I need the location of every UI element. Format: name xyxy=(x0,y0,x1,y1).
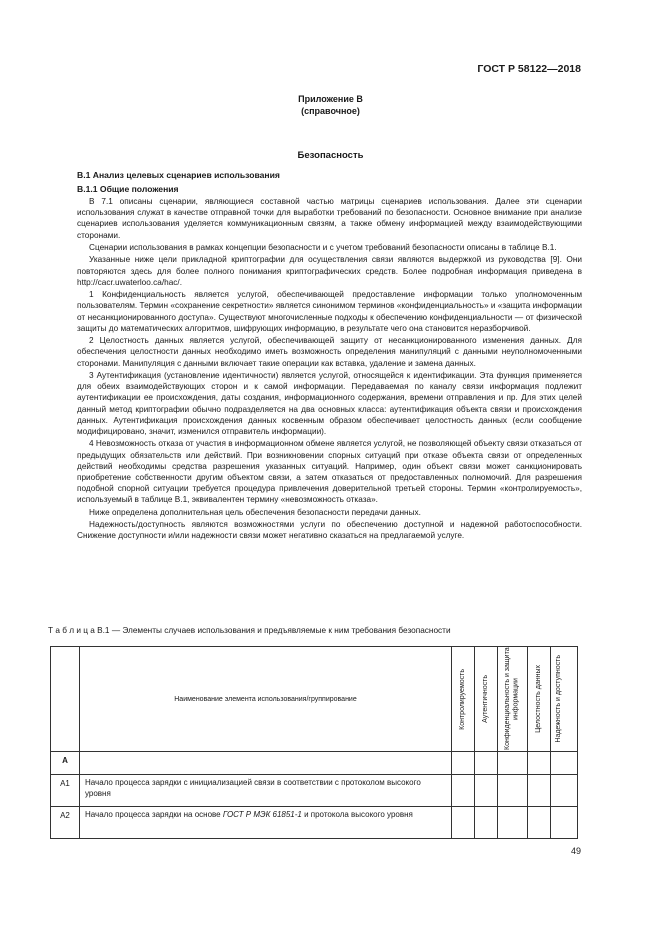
table-header-col xyxy=(452,647,475,752)
page-number: 49 xyxy=(570,846,581,856)
table-group-row xyxy=(51,752,578,775)
paragraph: 4 Невозможность отказа от участия в информационном обмене является услугой, не позволяющей объекту связи отказаться от предыдущих обязательств или действий. При возникновении спорных ситуаций при отказе объекта связи от определенных действий необходимы средства разрешения указанных ситуаций. Например, один объект связи может санкционировать приобретение собственности другим объектом связи, а затем отказаться от предоставленных полномочий. Для разрешения подобной спорной ситуации требуется процедура привлечения доверительной третьей стороны. Термин «контролируемость», используемый в таблице В.1, эквивалентен термину «невозможность отказа». xyxy=(77,439,582,505)
appendix-heading xyxy=(0,93,661,117)
table-header-col xyxy=(528,647,551,752)
standard-id: ГОСТ Р 58122—2018 xyxy=(477,63,581,75)
table-header-row xyxy=(51,647,578,752)
table-row xyxy=(51,775,578,807)
paragraph: В 7.1 описаны сценарии, являющиеся составной частью матрицы сценариев использования. Далее эти сценарии использования служат в качестве отправной точки для выработки требований по безопасности. Основное внимание при анализе сценариев использования уделяется коммуникационным связям, а также обмену информацией между взаимодействующими сторонами. xyxy=(77,197,582,240)
section-title: Безопасность xyxy=(297,150,364,161)
paragraph: 2 Целостность данных является услугой, обеспечивающей защиту от несанкционированного изменения данных. Для обеспечения целостности данных необходимо иметь возможность определения манипуляций с данными неуполномоченными сторонами. Манипуляция с данными включает такие операции как вставка, удаление и замена данных. xyxy=(77,336,582,368)
column-label: Конфиденциальность и защита информации xyxy=(503,647,519,751)
row-description: Начало процесса зарядки на основе ГОСТ Р МЭК 61851-1 и протокола высокого уровня xyxy=(80,807,452,839)
paragraph: 1 Конфиденциальность является услугой, обеспечивающей предоставление информации только уполномоченным пользователям. Термин «сохранение секретности» является синонимом терминов «конфиденциальность» и «защита информации от несанкционированного доступа». Существуют многочисленные подходы к обеспечению конфиденциальности — от физической защиты до математических алгоритмов, шифрующих информацию, в результате чего она становится неразборчивой. xyxy=(77,290,582,333)
column-label: Аутентичность xyxy=(481,675,489,723)
heading-2: В.1.1 Общие положения xyxy=(77,184,179,194)
standard-reference: ГОСТ Р МЭК 61851-1 xyxy=(222,810,302,819)
table-caption-text: В.1 — Элементы случаев использования и предъявляемые к ним требования безопасности xyxy=(97,626,451,635)
table-row xyxy=(51,807,578,839)
paragraph: 3 Аутентификация (установление идентичности) является услугой, относящейся к идентификации. Эта функция применяется для обеих взаимодействующих сторон и к самой информации. Передаваемая по каналу связи информация подлежит аутентификации ее происхождения, даты создания, информационного содержания, времени отправления и пр. Для этих целей данный метод криптографии обычно подразделяется на два основных класса: аутентификация объекта связи и происхождения данных. Аутентификация происхождения данных косвенным образом обеспечивает целостность данных (если сообщение модифицировано, значит, изменился отправитель информации). xyxy=(77,370,582,436)
paragraph: Надежность/доступность являются возможностями услуги по обеспечению доступной и надежной работоспособности. Снижение доступности и/или надежности связи может негативно сказаться на предлагаемой услуге. xyxy=(77,520,582,541)
appendix-subtitle: (справочное) xyxy=(301,106,360,116)
column-label: Целостность данных xyxy=(534,665,542,733)
column-label: Контролируемость xyxy=(458,668,466,730)
table-header-col xyxy=(551,647,578,752)
table-header-name: Наименование элемента использования/группирование xyxy=(80,647,452,752)
requirements-table xyxy=(50,646,578,839)
table-header-code xyxy=(51,647,80,752)
heading-1: В.1 Анализ целевых сценариев использования xyxy=(77,170,280,180)
row-code: А2 xyxy=(51,807,80,839)
table-header-col xyxy=(498,647,528,752)
table-caption xyxy=(48,626,451,635)
row-description: Начало процесса зарядки с инициализацией связи в соответствии с протоколом высокого уровня xyxy=(80,775,452,807)
appendix-title: Приложение В xyxy=(298,94,363,104)
table-header-col xyxy=(475,647,498,752)
paragraph: Ниже определена дополнительная цель обеспечения безопасности передачи данных. xyxy=(89,507,421,517)
column-label: Надежность и доступность xyxy=(555,655,562,743)
table-caption-label: Т а б л и ц а xyxy=(48,626,95,635)
paragraph: Указанные ниже цели прикладной криптографии для осуществления связи являются выдержкой из руководства [9]. Они повторяются здесь для более полного понимания криптографических средств. Более подробная информация приведена в http://cacr.uwaterloo.ca/hac/. xyxy=(77,255,582,287)
group-label: А xyxy=(51,752,80,775)
body-text xyxy=(77,196,582,543)
paragraph: Сценарии использования в рамках концепции безопасности и с учетом требований безопасности описаны в таблице В.1. xyxy=(89,243,557,252)
row-code: А1 xyxy=(51,775,80,807)
